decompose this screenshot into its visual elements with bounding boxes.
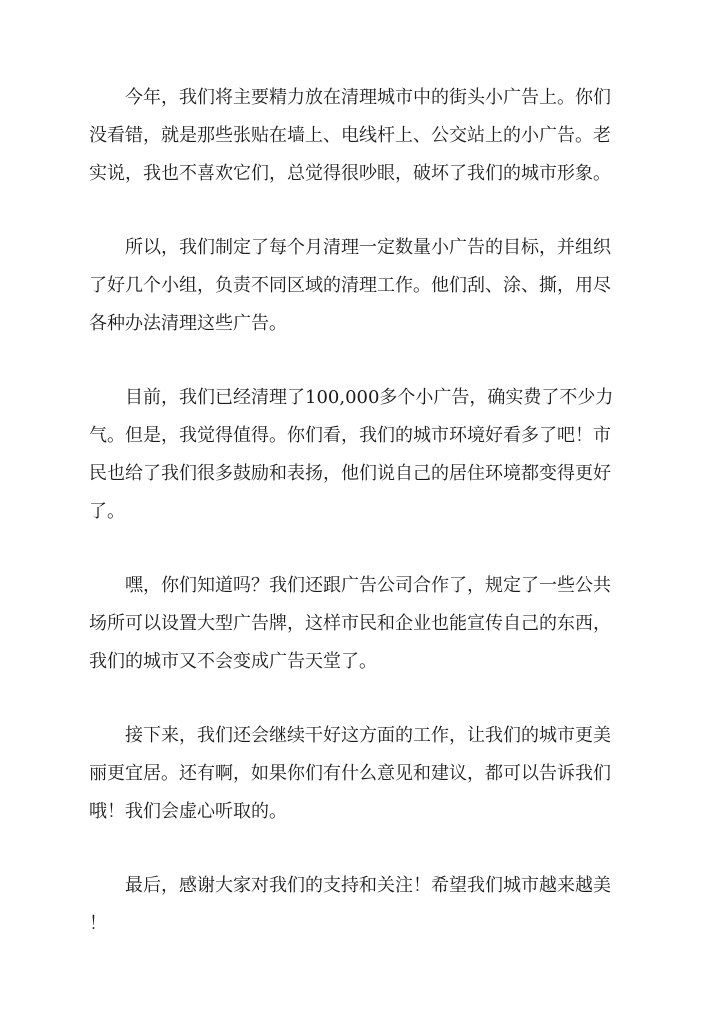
paragraph-line: 实说，我也不喜欢它们，总觉得很吵眼，破坏了我们的城市形象。 (89, 163, 611, 184)
paragraph-5 (89, 717, 634, 831)
paragraph-line: 最后，感谢大家对我们的支持和关注！希望我们城市越来越美 (125, 875, 611, 896)
paragraph-line: 我们的城市又不会变成广告天堂了。 (89, 651, 377, 672)
paragraph-line: 民也给了我们很多鼓励和表扬，他们说自己的居住环境都变得更好 (89, 463, 611, 484)
paragraph-line: 所以，我们制定了每个月清理一定数量小广告的目标，并组织 (125, 237, 611, 258)
paragraph-line: 今年，我们将主要精力放在清理城市中的街头小广告上。你们 (125, 87, 611, 108)
paragraph-line: 了。 (89, 501, 125, 522)
paragraph-3 (89, 379, 634, 531)
paragraph-line: 哦！我们会虚心听取的。 (89, 801, 287, 822)
paragraph-line: 了好几个小组，负责不同区域的清理工作。他们刮、涂、撕，用尽 (89, 275, 611, 296)
paragraph-6 (89, 867, 634, 943)
paragraph-line: 目前，我们已经清理了100,000多个小广告，确实费了不少力 (125, 387, 614, 408)
paragraph-4 (89, 567, 634, 681)
document-body (89, 79, 634, 979)
paragraph-line: 场所可以设置大型广告牌，这样市民和企业也能宣传自己的东西， (89, 613, 611, 634)
paragraph-1 (89, 79, 634, 193)
paragraph-line: 丽更宜居。还有啊，如果你们有什么意见和建议，都可以告诉我们 (89, 763, 611, 784)
paragraph-line: 气。但是，我觉得值得。你们看，我们的城市环境好看多了吧！市 (89, 425, 611, 446)
paragraph-line: 没看错，就是那些张贴在墙上、电线杆上、公交站上的小广告。老 (89, 125, 611, 146)
paragraph-line: ！ (89, 913, 107, 934)
paragraph-2 (89, 229, 634, 343)
paragraph-line: 嘿，你们知道吗？我们还跟广告公司合作了，规定了一些公共 (125, 575, 611, 596)
paragraph-line: 接下来，我们还会继续干好这方面的工作，让我们的城市更美 (125, 725, 611, 746)
paragraph-line: 各种办法清理这些广告。 (89, 313, 287, 334)
